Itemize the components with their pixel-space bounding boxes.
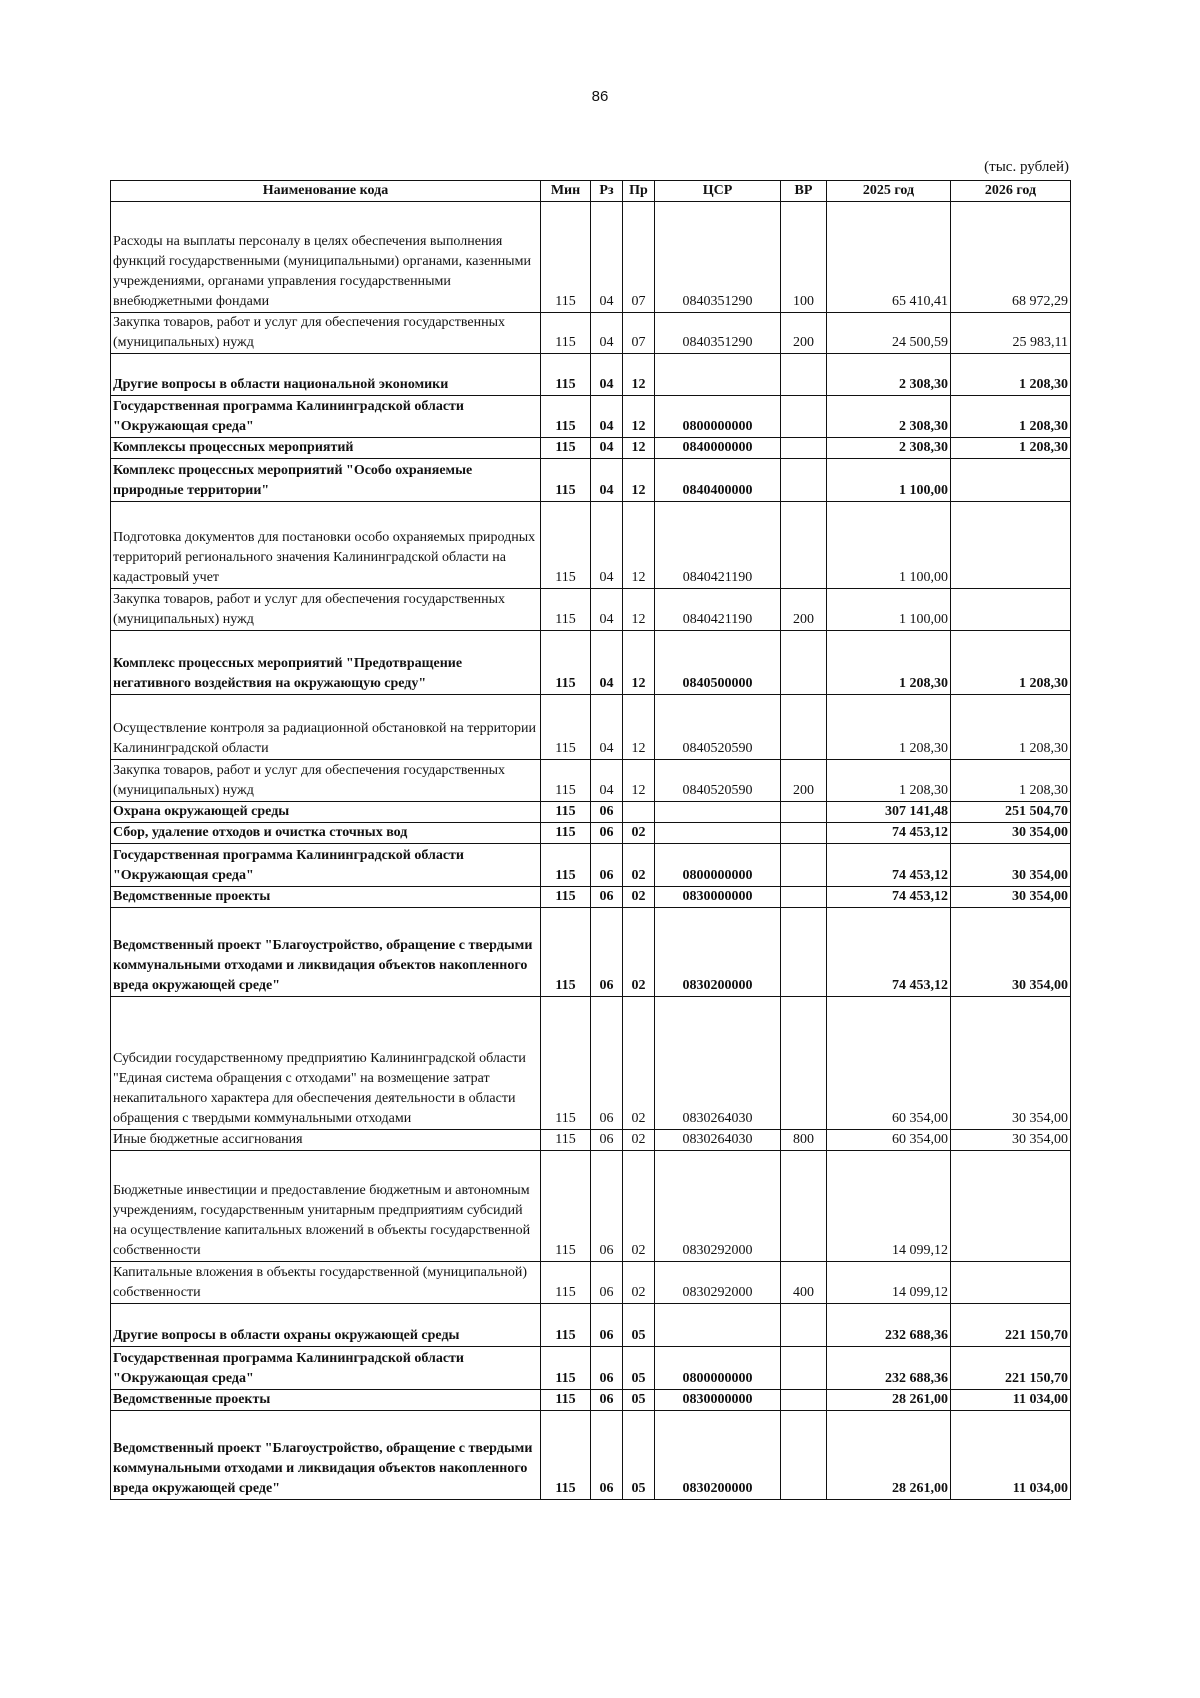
row-min: 115: [541, 1262, 591, 1304]
header-vr: ВР: [781, 181, 827, 202]
row-csr: 0830200000: [655, 908, 781, 997]
table-body: [111, 202, 1071, 1500]
table-row: [111, 589, 1071, 631]
row-csr: 0830264030: [655, 997, 781, 1130]
table-row: [111, 802, 1071, 823]
row-2025: 1 208,30: [827, 631, 951, 695]
row-2026: [951, 459, 1071, 502]
row-name: Капитальные вложения в объекты государственной (муниципальной) собственности: [111, 1262, 541, 1304]
row-csr: 0840351290: [655, 202, 781, 313]
row-min: 115: [541, 1130, 591, 1151]
row-csr: 0830000000: [655, 887, 781, 908]
table-row: [111, 908, 1071, 997]
table-row: [111, 823, 1071, 844]
row-2026: 25 983,11: [951, 313, 1071, 354]
row-csr: 0800000000: [655, 844, 781, 887]
row-min: 115: [541, 908, 591, 997]
row-2026: 1 208,30: [951, 631, 1071, 695]
row-rz: 04: [591, 502, 623, 589]
row-pr: 12: [623, 631, 655, 695]
row-csr: 0840400000: [655, 459, 781, 502]
row-vr: [781, 1347, 827, 1390]
row-csr: 0840351290: [655, 313, 781, 354]
row-vr: 200: [781, 760, 827, 802]
row-min: 115: [541, 438, 591, 459]
row-vr: [781, 1304, 827, 1347]
row-2026: 30 354,00: [951, 887, 1071, 908]
row-name: Субсидии государственному предприятию Калининградской области "Единая система обращения с отходами" на возмещение затрат некапитального характера для обеспечения деятельности в области обращения с твердыми коммунальными отходами: [111, 997, 541, 1130]
row-pr: 02: [623, 908, 655, 997]
row-rz: 06: [591, 1130, 623, 1151]
row-2025: 74 453,12: [827, 887, 951, 908]
row-name: Охрана окружающей среды: [111, 802, 541, 823]
table-row: [111, 997, 1071, 1130]
row-pr: 02: [623, 823, 655, 844]
row-min: 115: [541, 354, 591, 396]
row-vr: 400: [781, 1262, 827, 1304]
table-row: [111, 1130, 1071, 1151]
row-vr: [781, 908, 827, 997]
row-2026: [951, 1262, 1071, 1304]
header-2026: 2026 год: [951, 181, 1071, 202]
row-2026: 68 972,29: [951, 202, 1071, 313]
row-2026: 30 354,00: [951, 908, 1071, 997]
row-vr: [781, 1411, 827, 1500]
row-2025: 1 100,00: [827, 502, 951, 589]
table-row: [111, 1151, 1071, 1262]
row-min: 115: [541, 887, 591, 908]
row-2025: 74 453,12: [827, 823, 951, 844]
row-min: 115: [541, 1390, 591, 1411]
row-pr: 12: [623, 438, 655, 459]
table-row: [111, 844, 1071, 887]
row-pr: 02: [623, 1130, 655, 1151]
row-csr: 0830000000: [655, 1390, 781, 1411]
row-csr: 0840421190: [655, 589, 781, 631]
row-min: 115: [541, 313, 591, 354]
row-min: 115: [541, 695, 591, 760]
header-name: Наименование кода: [111, 181, 541, 202]
row-min: 115: [541, 396, 591, 438]
row-2025: 74 453,12: [827, 908, 951, 997]
row-2026: 1 208,30: [951, 760, 1071, 802]
row-csr: 0830292000: [655, 1151, 781, 1262]
row-2025: 74 453,12: [827, 844, 951, 887]
row-rz: 06: [591, 997, 623, 1130]
row-2025: 14 099,12: [827, 1262, 951, 1304]
table-row: [111, 760, 1071, 802]
header-2025: 2025 год: [827, 181, 951, 202]
table-row: [111, 459, 1071, 502]
row-2026: 221 150,70: [951, 1304, 1071, 1347]
row-csr: 0830200000: [655, 1411, 781, 1500]
row-min: 115: [541, 1347, 591, 1390]
table-row: [111, 1411, 1071, 1500]
table-row: [111, 313, 1071, 354]
row-csr: [655, 1304, 781, 1347]
row-pr: 12: [623, 695, 655, 760]
row-pr: 05: [623, 1390, 655, 1411]
row-rz: 04: [591, 396, 623, 438]
row-pr: 12: [623, 502, 655, 589]
row-csr: [655, 354, 781, 396]
row-2026: [951, 1151, 1071, 1262]
row-pr: 12: [623, 589, 655, 631]
row-pr: 07: [623, 202, 655, 313]
table-row: [111, 202, 1071, 313]
row-min: 115: [541, 459, 591, 502]
row-rz: 06: [591, 823, 623, 844]
row-csr: 0840520590: [655, 695, 781, 760]
row-min: 115: [541, 631, 591, 695]
row-2025: 1 100,00: [827, 459, 951, 502]
row-name: Государственная программа Калининградской области "Окружающая среда": [111, 1347, 541, 1390]
row-vr: [781, 631, 827, 695]
row-min: 115: [541, 1151, 591, 1262]
row-vr: [781, 887, 827, 908]
row-2026: 30 354,00: [951, 997, 1071, 1130]
row-name: Расходы на выплаты персоналу в целях обеспечения выполнения функций государственными (муниципальными) органами, казенными учреждениями, органами управления государственными внебюджетными фондами: [111, 202, 541, 313]
row-2025: 307 141,48: [827, 802, 951, 823]
row-2025: 1 208,30: [827, 760, 951, 802]
row-name: Ведомственный проект "Благоустройство, обращение с твердыми коммунальными отходами и ликвидация объектов накопленного вреда окружающей среде": [111, 1411, 541, 1500]
row-rz: 04: [591, 695, 623, 760]
row-name: Комплекс процессных мероприятий "Предотвращение негативного воздействия на окружающую среду": [111, 631, 541, 695]
row-2025: 14 099,12: [827, 1151, 951, 1262]
table-row: [111, 695, 1071, 760]
row-rz: 06: [591, 887, 623, 908]
row-2025: 232 688,36: [827, 1304, 951, 1347]
row-2026: [951, 589, 1071, 631]
row-vr: 200: [781, 313, 827, 354]
page-number: 86: [591, 88, 609, 105]
row-vr: [781, 802, 827, 823]
row-rz: 06: [591, 1390, 623, 1411]
row-csr: [655, 802, 781, 823]
row-vr: [781, 823, 827, 844]
row-min: 115: [541, 844, 591, 887]
row-rz: 06: [591, 1411, 623, 1500]
row-name: Государственная программа Калининградской области "Окружающая среда": [111, 396, 541, 438]
row-vr: [781, 354, 827, 396]
units-label: (тыс. рублей): [984, 159, 1069, 175]
row-2026: [951, 502, 1071, 589]
row-rz: 06: [591, 1347, 623, 1390]
row-pr: 12: [623, 354, 655, 396]
table-row: [111, 1304, 1071, 1347]
row-name: Другие вопросы в области национальной экономики: [111, 354, 541, 396]
row-min: 115: [541, 1304, 591, 1347]
table-row: [111, 354, 1071, 396]
row-min: 115: [541, 202, 591, 313]
row-2026: 30 354,00: [951, 1130, 1071, 1151]
row-csr: 0840500000: [655, 631, 781, 695]
row-vr: [781, 396, 827, 438]
row-vr: [781, 695, 827, 760]
header-csr: ЦСР: [655, 181, 781, 202]
row-vr: [781, 1390, 827, 1411]
row-2025: 65 410,41: [827, 202, 951, 313]
row-name: Осуществление контроля за радиационной обстановкой на территории Калининградской области: [111, 695, 541, 760]
row-2025: 2 308,30: [827, 396, 951, 438]
header-pr: Пр: [623, 181, 655, 202]
row-pr: 02: [623, 1151, 655, 1262]
row-vr: [781, 438, 827, 459]
table-header-row: [111, 181, 1071, 202]
row-2025: 60 354,00: [827, 1130, 951, 1151]
row-name: Закупка товаров, работ и услуг для обеспечения государственных (муниципальных) нужд: [111, 589, 541, 631]
row-csr: 0800000000: [655, 396, 781, 438]
row-rz: 04: [591, 631, 623, 695]
row-name: Бюджетные инвестиции и предоставление бюджетным и автономным учреждениям, государственным унитарным предприятиям субсидий на осуществление капитальных вложений в объекты государственной собственности: [111, 1151, 541, 1262]
row-2025: 24 500,59: [827, 313, 951, 354]
row-csr: 0840000000: [655, 438, 781, 459]
row-2025: 28 261,00: [827, 1411, 951, 1500]
row-pr: 05: [623, 1411, 655, 1500]
row-pr: 02: [623, 997, 655, 1130]
row-min: 115: [541, 823, 591, 844]
row-2025: 2 308,30: [827, 354, 951, 396]
row-2025: 2 308,30: [827, 438, 951, 459]
row-2026: 251 504,70: [951, 802, 1071, 823]
row-csr: [655, 823, 781, 844]
row-rz: 04: [591, 589, 623, 631]
row-pr: 02: [623, 1262, 655, 1304]
row-2026: 221 150,70: [951, 1347, 1071, 1390]
row-csr: 0840520590: [655, 760, 781, 802]
row-rz: 06: [591, 1304, 623, 1347]
row-rz: 04: [591, 313, 623, 354]
row-2026: 30 354,00: [951, 844, 1071, 887]
header-rz: Рз: [591, 181, 623, 202]
row-2025: 232 688,36: [827, 1347, 951, 1390]
row-pr: [623, 802, 655, 823]
row-2026: 11 034,00: [951, 1411, 1071, 1500]
table-row: [111, 396, 1071, 438]
row-rz: 06: [591, 802, 623, 823]
row-vr: [781, 1151, 827, 1262]
row-rz: 06: [591, 844, 623, 887]
row-2026: 1 208,30: [951, 354, 1071, 396]
header-min: Мин: [541, 181, 591, 202]
row-csr: 0830292000: [655, 1262, 781, 1304]
row-csr: 0800000000: [655, 1347, 781, 1390]
row-name: Подготовка документов для постановки особо охраняемых природных территорий регионального значения Калининградской области на кадастровый учет: [111, 502, 541, 589]
row-vr: [781, 502, 827, 589]
row-vr: 800: [781, 1130, 827, 1151]
row-pr: 05: [623, 1304, 655, 1347]
row-2026: 1 208,30: [951, 438, 1071, 459]
row-2026: 1 208,30: [951, 396, 1071, 438]
row-vr: 200: [781, 589, 827, 631]
row-vr: 100: [781, 202, 827, 313]
table-row: [111, 1347, 1071, 1390]
row-pr: 02: [623, 844, 655, 887]
row-rz: 06: [591, 908, 623, 997]
row-2026: 30 354,00: [951, 823, 1071, 844]
budget-table: [110, 180, 1071, 1500]
row-min: 115: [541, 802, 591, 823]
row-min: 115: [541, 1411, 591, 1500]
row-name: Ведомственный проект "Благоустройство, обращение с твердыми коммунальными отходами и ликвидация объектов накопленного вреда окружающей среде": [111, 908, 541, 997]
row-rz: 04: [591, 459, 623, 502]
row-csr: 0840421190: [655, 502, 781, 589]
row-rz: 04: [591, 760, 623, 802]
row-name: Ведомственные проекты: [111, 1390, 541, 1411]
row-2026: 11 034,00: [951, 1390, 1071, 1411]
row-name: Комплекс процессных мероприятий "Особо охраняемые природные территории": [111, 459, 541, 502]
row-name: Ведомственные проекты: [111, 887, 541, 908]
row-name: Иные бюджетные ассигнования: [111, 1130, 541, 1151]
row-vr: [781, 844, 827, 887]
table-row: [111, 887, 1071, 908]
row-name: Другие вопросы в области охраны окружающей среды: [111, 1304, 541, 1347]
row-2026: 1 208,30: [951, 695, 1071, 760]
row-vr: [781, 459, 827, 502]
row-min: 115: [541, 760, 591, 802]
row-name: Комплексы процессных мероприятий: [111, 438, 541, 459]
row-name: Закупка товаров, работ и услуг для обеспечения государственных (муниципальных) нужд: [111, 760, 541, 802]
table-row: [111, 438, 1071, 459]
row-pr: 12: [623, 459, 655, 502]
row-name: Государственная программа Калининградской области "Окружающая среда": [111, 844, 541, 887]
row-min: 115: [541, 997, 591, 1130]
row-min: 115: [541, 589, 591, 631]
row-2025: 1 100,00: [827, 589, 951, 631]
row-pr: 02: [623, 887, 655, 908]
row-name: Закупка товаров, работ и услуг для обеспечения государственных (муниципальных) нужд: [111, 313, 541, 354]
row-rz: 06: [591, 1151, 623, 1262]
row-rz: 04: [591, 354, 623, 396]
row-rz: 04: [591, 202, 623, 313]
table-row: [111, 502, 1071, 589]
row-min: 115: [541, 502, 591, 589]
row-pr: 07: [623, 313, 655, 354]
row-pr: 05: [623, 1347, 655, 1390]
row-rz: 04: [591, 438, 623, 459]
row-2025: 60 354,00: [827, 997, 951, 1130]
row-pr: 12: [623, 396, 655, 438]
table-row: [111, 631, 1071, 695]
row-2025: 1 208,30: [827, 695, 951, 760]
table-row: [111, 1262, 1071, 1304]
row-pr: 12: [623, 760, 655, 802]
row-vr: [781, 997, 827, 1130]
table-row: [111, 1390, 1071, 1411]
row-2025: 28 261,00: [827, 1390, 951, 1411]
row-csr: 0830264030: [655, 1130, 781, 1151]
row-name: Сбор, удаление отходов и очистка сточных вод: [111, 823, 541, 844]
row-rz: 06: [591, 1262, 623, 1304]
